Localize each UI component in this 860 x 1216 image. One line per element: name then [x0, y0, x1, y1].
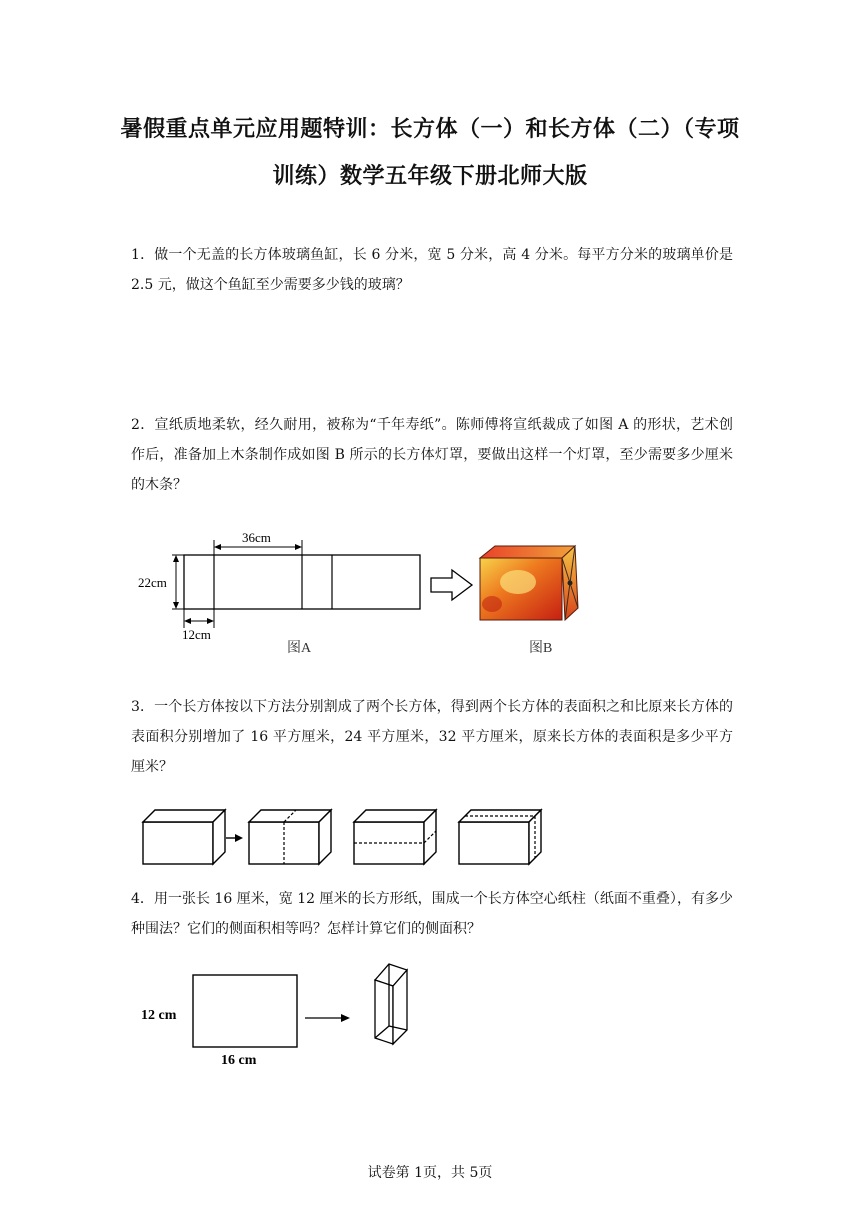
dimension-label-left: 12 cm: [141, 1008, 177, 1023]
question-1: 1．做一个无盖的长方体玻璃鱼缸，长 6 分米，宽 5 分米，高 4 分米。每平方分米的玻璃单价是 2.5 元，做这个鱼缸至少需要多少钱的玻璃？: [131, 247, 733, 293]
caption-figure-a: 图A: [287, 641, 312, 656]
lamp-illustration: [480, 546, 578, 620]
figure-3: [135, 800, 555, 870]
figure-2: [120, 520, 600, 660]
question-3: 3．一个长方体按以下方法分别割成了两个长方体，得到两个长方体的表面积之和比原来长方体的表面积分别增加了 16 平方厘米，24 平方厘米，32 平方厘米，原来长方体的表面积是多少平方厘米？: [131, 699, 733, 775]
dimension-label-bottom: 12cm: [182, 627, 211, 642]
dimension-label-bottom: 16 cm: [221, 1053, 257, 1068]
page-title-line-2: 训练）数学五年级下册北师大版: [272, 164, 588, 189]
page-footer: 试卷第 1页，共 5页: [367, 1165, 493, 1181]
cuboid-depth-cut: [459, 810, 541, 864]
cuboid-horizontal-cut: [354, 810, 436, 864]
question-2: 2．宣纸质地柔软，经久耐用，被称为“千年寿纸”。陈师傅将宣纸裁成了如图 A 的形状，艺术创作后，准备加上木条制作成如图 B 所示的长方体灯罩，要做出这样一个灯罩，至少需要多少厘米的木条？: [131, 417, 733, 493]
caption-figure-b: 图B: [529, 641, 553, 656]
paper-column-illustration: [375, 964, 407, 1044]
question-4: 4．用一张长 16 厘米，宽 12 厘米的长方形纸，围成一个长方体空心纸柱（纸面不重叠），有多少种围法？它们的侧面积相等吗？怎样计算它们的侧面积？: [131, 891, 733, 937]
dimension-label-top: 36cm: [242, 530, 271, 545]
cuboid-vertical-cut: [249, 810, 331, 864]
dimension-label-left: 22cm: [138, 575, 167, 590]
cuboid-original: [143, 810, 225, 864]
arrow-right-icon: [431, 570, 472, 600]
page-title-line-1: 暑假重点单元应用题特训：长方体（一）和长方体（二）（专项: [120, 117, 740, 142]
paper-rectangle: [193, 975, 297, 1047]
figure-4: [135, 960, 455, 1075]
